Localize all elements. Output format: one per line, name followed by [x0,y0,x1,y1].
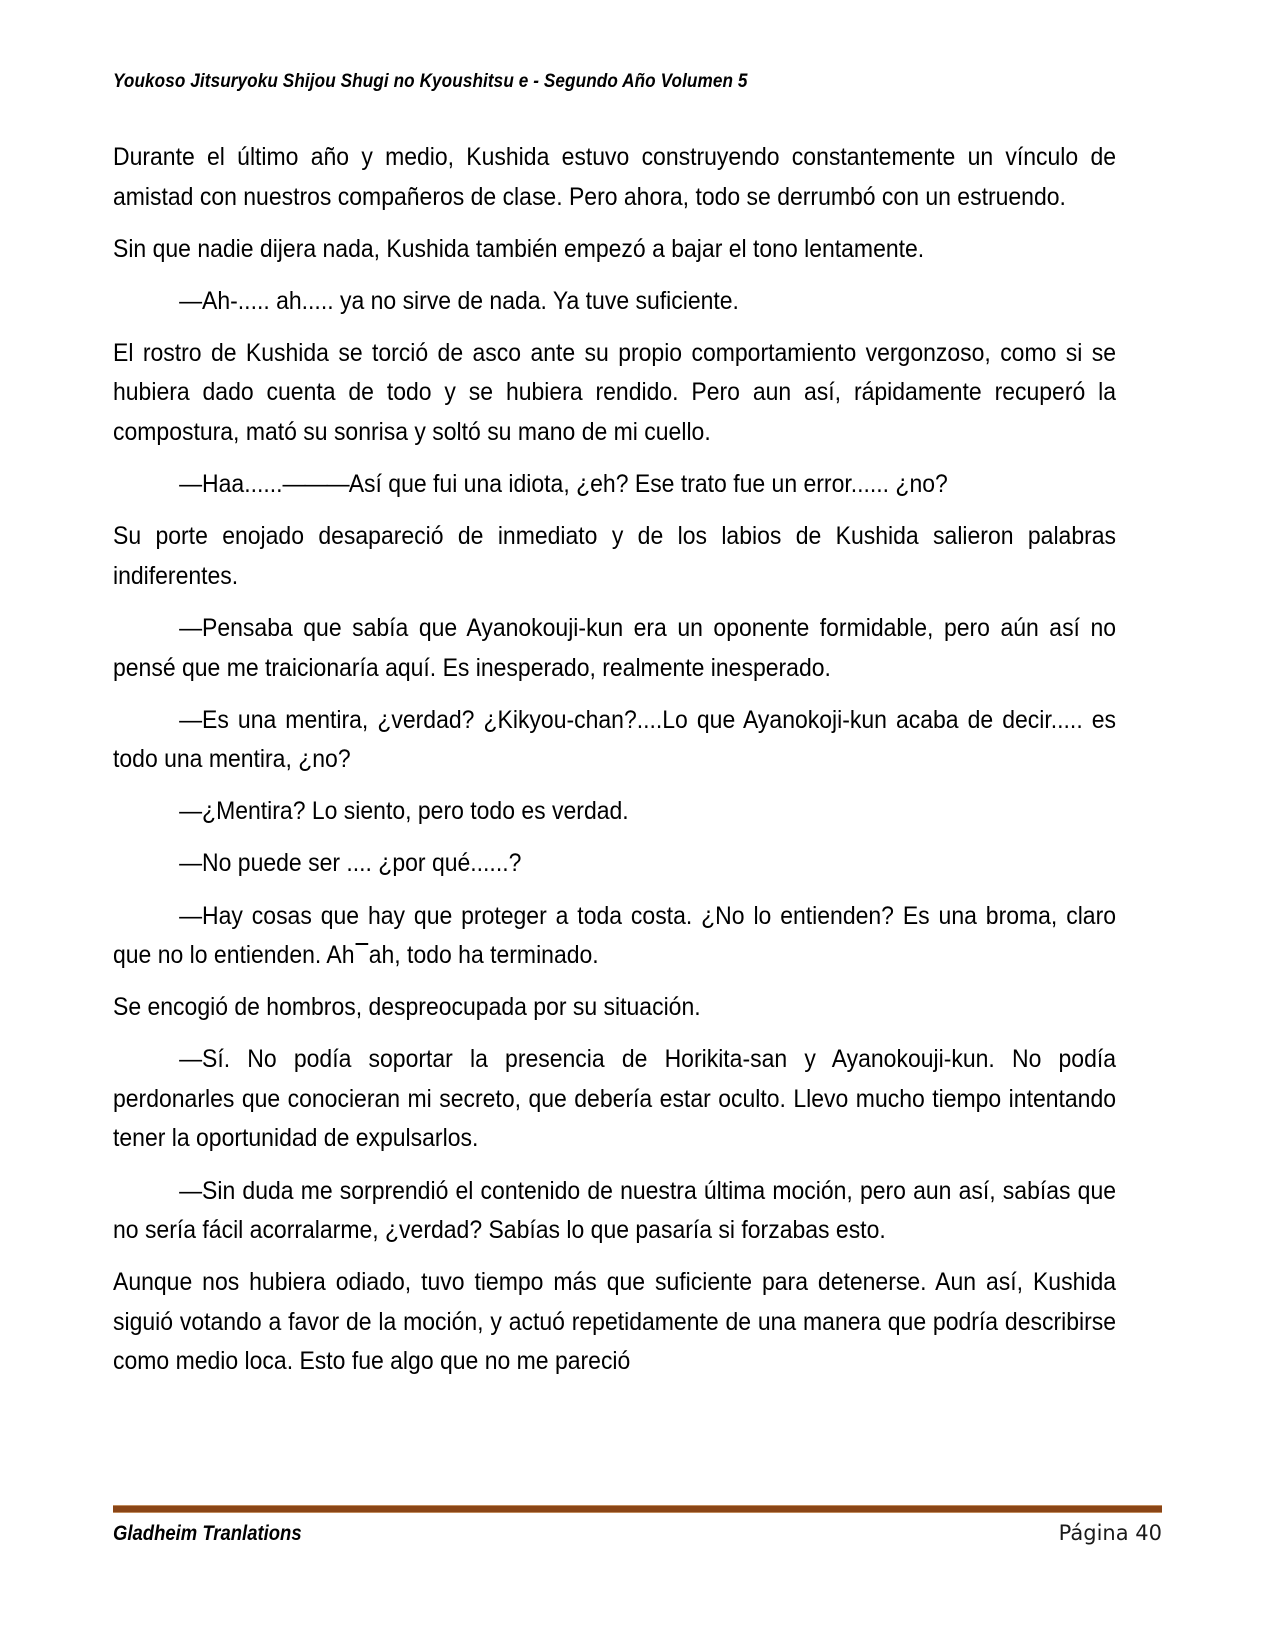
dialogue-line: —Es una mentira, ¿verdad? ¿Kikyou-chan?....Lo que Ayanokoji-kun acaba de decir..... es todo una mentira, ¿no? [113,705,1117,774]
dialogue-line: —¿Mentira? Lo siento, pero todo es verdad. [179,797,629,826]
long-dash: ——— [282,470,349,499]
paragraph: Aunque nos hubiera odiado, tuvo tiempo más que suficiente para detenerse. Aun así, Kushida siguió votando a favor de la moción, y actuó repetidamente de una manera que podría describirse como medio loca. Esto fue algo que no me pareció [113,1268,1117,1376]
dialogue-line: —Sin duda me sorprendió el contenido de nuestra última moción, pero aun así, sabías que no sería fácil acorralarme, ¿verdad? Sabías lo que pasaría si forzabas esto. [113,1176,1117,1245]
paragraph: Sin que nadie dijera nada, Kushida también empezó a bajar el tono lentamente. [113,234,925,263]
dialogue-text-before: —Hay cosas que hay que proteger a toda costa. ¿No lo entienden? Es una broma, claro que no lo entienden. Ah [113,901,1117,970]
dialogue-line-longdash [113,465,1116,505]
page-number: Página 40 [1058,1521,1162,1545]
paragraph: Se encogió de hombros, despreocupada por su situación. [113,993,701,1022]
dialogue-line-overdash [113,897,1116,976]
page-footer [113,1521,1162,1546]
dialogue-line: —Pensaba que sabía que Ayanokouji-kun era un oponente formidable, pero aún así no pensé que me traicionaría aquí. Es inesperado, realmente inesperado. [113,613,1117,682]
footer-divider [113,1505,1162,1514]
dialogue-line: —Sí. No podía soportar la presencia de Horikita-san y Ayanokouji-kun. No podía perdonarles que conocieran mi secreto, que debería estar oculto. Llevo mucho tiempo intentando tener la oportunidad de expulsarlos. [113,1045,1117,1153]
paragraph: El rostro de Kushida se torció de asco ante su propio comportamiento vergonzoso, como si se hubiera dado cuenta de todo y se hubiera rendido. Pero aun así, rápidamente recuperó la compostura, mató su sonrisa y soltó su mano de mi cuello. [113,338,1117,447]
dialogue-text-before: —Haa...... [179,470,283,499]
dialogue-line: —No puede ser .... ¿por qué......? [179,849,522,878]
overline-dash-icon [354,938,368,963]
paragraph: Durante el último año y medio, Kushida estuvo construyendo constantemente un vínculo de amistad con nuestros compañeros de clase. Pero ahora, todo se derrumbó con un estruendo. [113,143,1117,211]
page-header [113,70,1162,93]
dialogue-line: —Ah-..... ah..... ya no sirve de nada. Ya tuve suficiente. [179,286,739,315]
dialogue-text-after: Así que fui una idiota, ¿eh? Ese trato fue un error...... ¿no? [348,470,948,499]
dialogue-text-after: ah, todo ha terminado. [368,941,599,970]
footer-brand: Gladheim Tranlations [113,1522,302,1545]
document-body [113,138,1116,1382]
header-title: Youkoso Jitsuryoku Shijou Shugi no Kyoushitsu e - Segundo Año Volumen 5 [113,70,748,92]
footer-divider-bottom-line [113,1512,1162,1513]
paragraph: Su porte enojado desapareció de inmediato y de los labios de Kushida salieron palabras indiferentes. [113,522,1117,590]
